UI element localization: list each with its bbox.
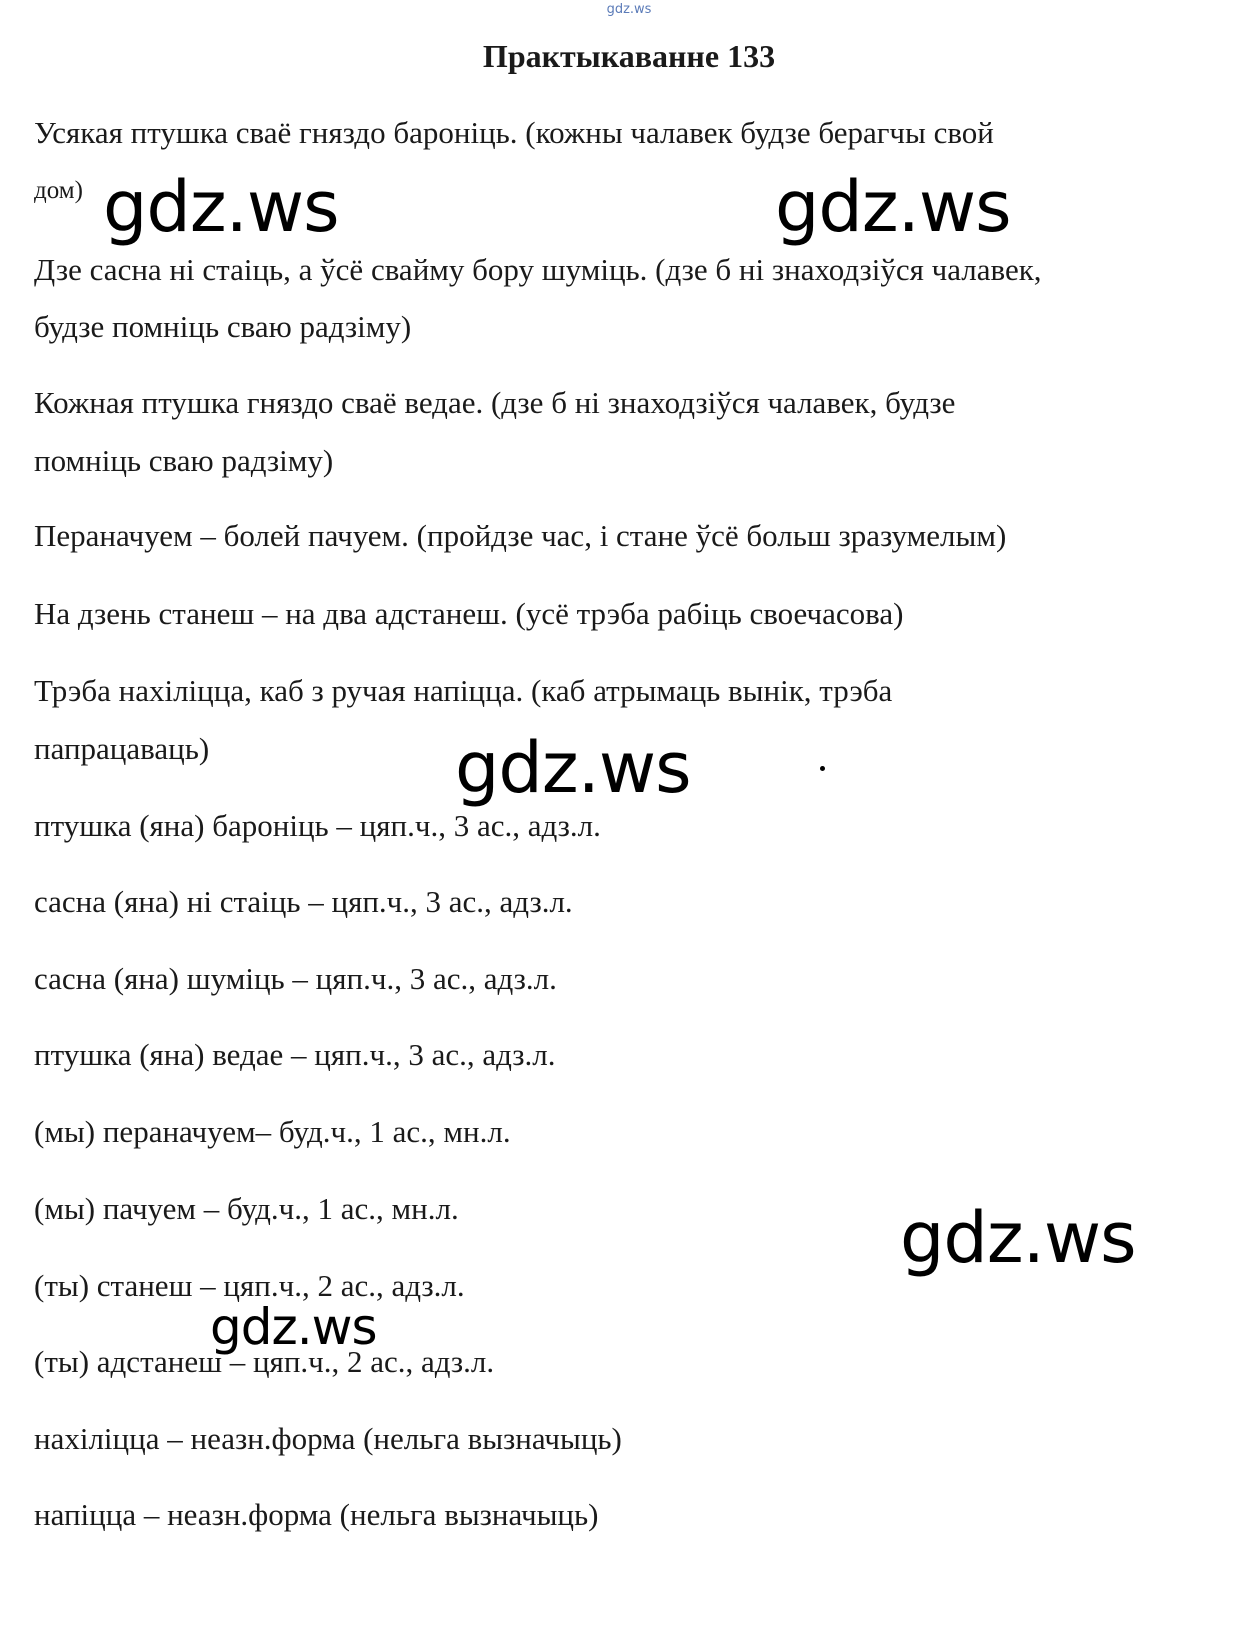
proverb-1-line-2: дом) [34,177,83,204]
watermark: gdz.ws [210,1298,377,1356]
analysis-line: нахіліцца – неазн.форма (нельга вызначыць) [34,1421,622,1456]
watermark: gdz.ws [455,727,691,809]
proverb-2-line-2: будзе помніць сваю радзіму) [34,309,412,344]
ink-dot [820,766,825,771]
analysis-line: (ты) адстанеш – цяп.ч., 2 ас., адз.л. [34,1344,495,1379]
analysis-line: сасна (яна) шуміць – цяп.ч., 3 ас., адз.л. [34,961,557,996]
proverb-3-line-2: помніць сваю радзіму) [34,443,334,478]
proverb-2-line-1: Дзе сасна ні стаіць, а ўсё свайму бору шуміць. (дзе б ні знаходзіўся чалавек, [34,252,1042,287]
analysis-line: (мы) пачуем – буд.ч., 1 ас., мн.л. [34,1191,459,1226]
watermark: gdz.ws [775,166,1011,248]
page-title: Практыкаванне 133 [482,38,776,74]
analysis-line: напіцца – неазн.форма (нельга вызначыць) [34,1497,599,1532]
proverb-3-line-1: Кожная птушка гняздо сваё ведае. (дзе б ні знаходзіўся чалавек, будзе [34,385,956,420]
proverb-6-line-2: папрацаваць) [34,731,210,766]
watermark: gdz.ws [900,1197,1136,1279]
analysis-line: птушка (яна) ведае – цяп.ч., 3 ас., адз.л. [34,1037,556,1072]
analysis-line: (ты) станеш – цяп.ч., 2 ас., адз.л. [34,1268,465,1303]
watermark: gdz.ws [103,166,339,248]
analysis-line: птушка (яна) бароніць – цяп.ч., 3 ас., адз.л. [34,808,601,843]
analysis-line: (мы) пераначуем– буд.ч., 1 ас., мн.л. [34,1114,511,1149]
proverb-6-line-1: Трэба нахіліцца, каб з ручая напіцца. (каб атрымаць вынік, трэба [34,673,893,708]
proverb-5-line-1: На дзень станеш – на два адстанеш. (усё трэба рабіць своечасова) [34,596,904,631]
top-source-mark: gdz.ws [606,2,652,17]
analysis-line: сасна (яна) ні стаіць – цяп.ч., 3 ас., адз.л. [34,884,573,919]
proverb-1-line-1: Усякая птушка сваё гняздо бароніць. (кожны чалавек будзе берагчы свой [34,115,994,150]
proverb-4-line-1: Пераначуем – болей пачуем. (пройдзе час, і стане ўсё больш зразумелым) [34,518,1007,553]
